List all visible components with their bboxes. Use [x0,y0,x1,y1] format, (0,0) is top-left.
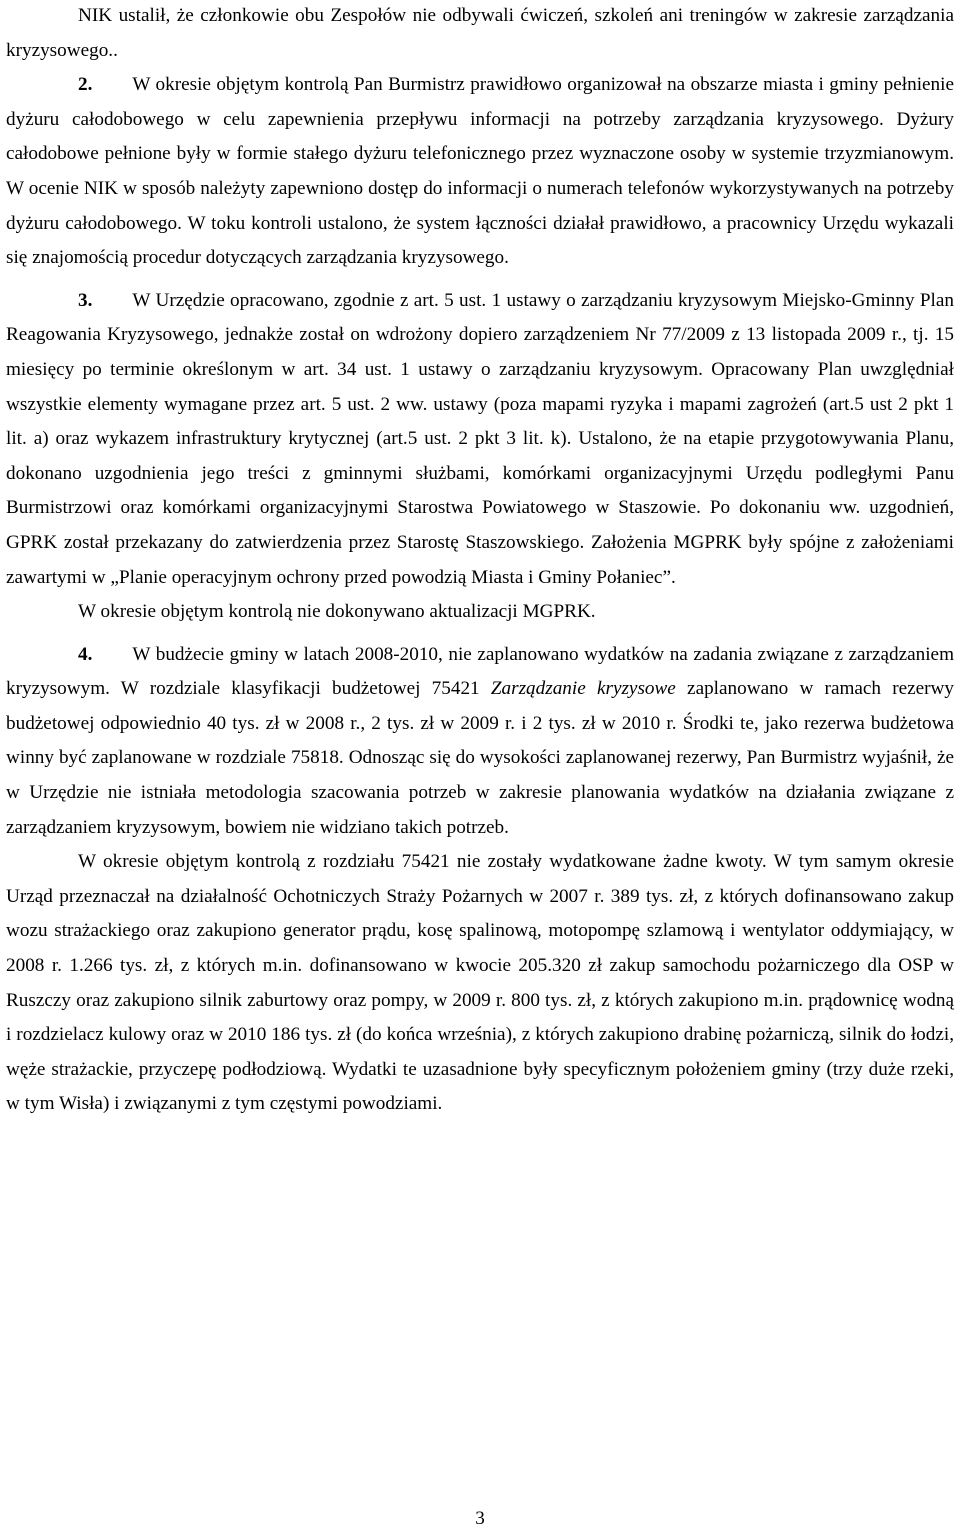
paragraph-4 [6,638,954,846]
paragraph-intro: NIK ustalił, że członkowie obu Zespołów nie odbywali ćwiczeń, szkoleń ani treningów w zakresie zarządzania kryzysowego.. [6,5,954,61]
section-number-4: 4. [78,643,93,665]
paragraph-3-text: W Urzędzie opracowano, zgodnie z art. 5 ust. 1 ustawy o zarządzaniu kryzysowym Miejsko-Gminny Plan Reagowania Kryzysowego, jednakże został on wdrożony dopiero zarządzeniem Nr 77/2009 z 13 listopada 2009 r., tj. 15 miesięcy po terminie określonym w art. 34 ust. 1 ustawy o zarządzaniu kryzysowym. Opracowany Plan uwzględniał wszystkie elementy wymagane przez art. 5 ust. 2 ww. ustawy (poza mapami ryzyka i mapami zagrożeń (art.5 ust 2 pkt 1 lit. a) oraz wykazem infrastruktury krytycznej (art.5 ust. 2 pkt 3 lit. k). Ustalono, że na etapie przygotowywania Planu, dokonano uzgodnienia jego treści z gminnymi służbami, komórkami organizacyjnymi Urzędu podległymi Panu Burmistrzowi oraz komórkami organizacyjnymi Starostwa Powiatowego w Staszowie. Po dokonaniu ww. uzgodnień, GPRK został przekazany do zatwierdzenia przez Starostę Staszowskiego. Założenia MGPRK były spójne z założeniami zawartymi w „Planie operacyjnym ochrony przed powodzią Miasta i Gminy Połaniec”. [6,289,954,588]
paragraph-2 [6,68,954,276]
document-body [6,0,954,1122]
page-number: 3 [475,1508,485,1529]
section-number-3: 3. [78,289,93,311]
paragraph-4-italic-term: Zarządzanie kryzysowe [490,678,676,700]
section-number-2: 2. [78,74,93,96]
paragraph-2-text: W okresie objętym kontrolą Pan Burmistrz prawidłowo organizował na obszarze miasta i gminy pełnienie dyżuru całodobowego w celu zapewnienia przepływu informacji na potrzeby zarządzania kryzysowego. Dyżury całodobowe pełnione były w formie stałego dyżuru telefonicznego przez wyznaczone osoby w systemie trzyzmianowym. W ocenie NIK w sposób należyty zapewniono dostęp do informacji o numerach telefonów wykorzystywanych na potrzeby dyżuru całodobowego. W toku kontroli ustalono, że system łączności działał prawidłowo, a pracownicy Urzędu wykazali się znajomością procedur dotyczących zarządzania kryzysowego. [6,74,954,269]
paragraph-3 [6,284,954,595]
paragraph-3-note: W okresie objętym kontrolą nie dokonywano aktualizacji MGPRK. [78,601,596,623]
paragraph-4-text-before: W budżecie gminy w latach 2008-2010, nie zaplanowano wydatków na zadania związane z zarządzaniem kryzysowym. W rozdziale klasyfikacji budżetowej 75421 [6,643,954,700]
paragraph-4-text-after: zaplanowano w ramach rezerwy budżetowej odpowiednio 40 tys. zł w 2008 r., 2 tys. zł w 2009 r. i 2 tys. zł w 2010 r. Środki te, jako rezerwa budżetowa winny być zaplanowane w rozdziale 75818. Odnosząc się do wysokości zaplanowanej rezerwy, Pan Burmistrz wyjaśnił, że w Urzędzie nie istniała metodologia szacowania potrzeb w zakresie planowania wydatków na działania związane z zarządzaniem kryzysowym, bowiem nie widziano takich potrzeb. [6,678,955,838]
paragraph-5: W okresie objętym kontrolą z rozdziału 75421 nie zostały wydatkowane żadne kwoty. W tym samym okresie Urząd przeznaczał na działalność Ochotniczych Straży Pożarnych w 2007 r. 389 tys. zł, z których dofinansowano zakup wozu strażackiego oraz zakupiono generator prądu, kosę spalinową, motopompę szlamową i wentylator oddymiający, w 2008 r. 1.266 tys. zł, z których m.in. dofinansowano w kwocie 205.320 zł zakup samochodu pożarniczego dla OSP w Ruszczy oraz zakupiono silnik zaburtowy oraz pompy, w 2009 r. 800 tys. zł, z których zakupiono m.in. prądownicę wodną i rozdzielacz kulowy oraz w 2010 186 tys. zł (do końca września), z których zakupiono drabinę pożarniczą, silnik do łodzi, węże strażackie, przyczepę podłodziową. Wydatki te uzasadnione były specyficznym położeniem gminy (trzy duże rzeki, w tym Wisła) i związanymi z tym częstymi powodziami. [6,851,954,1115]
